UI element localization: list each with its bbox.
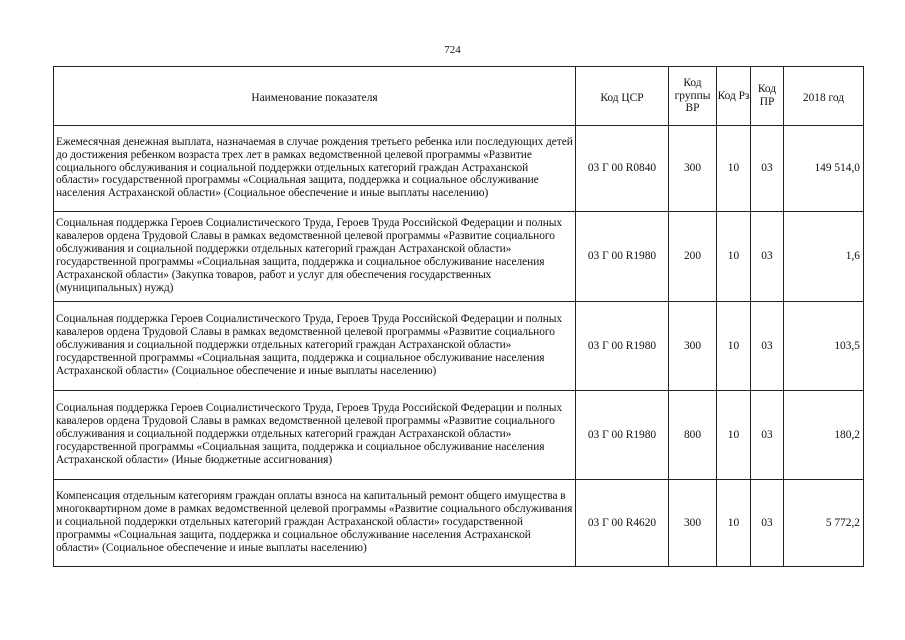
row-vr: 300 xyxy=(669,480,717,567)
row-name: Социальная поддержка Героев Социалистического Труда, Героев Труда Российской Федерации и полных кавалеров ордена Трудовой Славы в рамках ведомственной целевой программы «Развитие социального обслуживания и социальной поддержки отдельных категорий граждан Астраханской области» государственной программы «Социальная защита, поддержка и социальное обслуживание населения Астраханской области» (Социальное обеспечение и иные выплаты населению) xyxy=(54,302,576,391)
budget-table xyxy=(53,66,864,567)
row-rz: 10 xyxy=(717,302,751,391)
table-row xyxy=(54,480,864,567)
row-name: Социальная поддержка Героев Социалистического Труда, Героев Труда Российской Федерации и полных кавалеров ордена Трудовой Славы в рамках ведомственной целевой программы «Развитие социального обслуживания и социальной поддержки отдельных категорий граждан Астраханской области» государственной программы «Социальная защита, поддержка и социальное обслуживание населения Астраханской области» (Закупка товаров, работ и услуг для обеспечения государственных (муниципальных) нужд) xyxy=(54,212,576,302)
row-amount: 149 514,0 xyxy=(784,126,864,212)
row-csr: 03 Г 00 R1980 xyxy=(576,302,669,391)
row-csr: 03 Г 00 R1980 xyxy=(576,391,669,480)
row-rz: 10 xyxy=(717,391,751,480)
row-csr: 03 Г 00 R0840 xyxy=(576,126,669,212)
row-pr: 03 xyxy=(751,391,784,480)
row-pr: 03 xyxy=(751,480,784,567)
row-csr: 03 Г 00 R1980 xyxy=(576,212,669,302)
header-rz: Код Рз xyxy=(717,67,751,126)
page-number: 724 xyxy=(444,44,461,56)
row-vr: 200 xyxy=(669,212,717,302)
row-name: Компенсация отдельным категориям граждан оплаты взноса на капитальный ремонт общего имущества в многоквартирном доме в рамках ведомственной целевой программы «Развитие социального обслуживания и социальной поддержки отдельных категорий граждан Астраханской области» государственной программы «Социальная защита, поддержка и социальное обслуживание населения Астраханской области» (Социальное обеспечение и иные выплаты населению) xyxy=(54,480,576,567)
table-row xyxy=(54,212,864,302)
row-amount: 180,2 xyxy=(784,391,864,480)
row-amount: 5 772,2 xyxy=(784,480,864,567)
header-name: Наименование показателя xyxy=(54,67,576,126)
row-csr: 03 Г 00 R4620 xyxy=(576,480,669,567)
header-pr: Код ПР xyxy=(751,67,784,126)
table-header-row xyxy=(54,67,864,126)
row-amount: 1,6 xyxy=(784,212,864,302)
table-row xyxy=(54,302,864,391)
row-rz: 10 xyxy=(717,126,751,212)
row-amount: 103,5 xyxy=(784,302,864,391)
header-year: 2018 год xyxy=(784,67,864,126)
row-vr: 800 xyxy=(669,391,717,480)
row-vr: 300 xyxy=(669,126,717,212)
table-row xyxy=(54,126,864,212)
row-rz: 10 xyxy=(717,480,751,567)
row-pr: 03 xyxy=(751,212,784,302)
row-pr: 03 xyxy=(751,126,784,212)
header-vr: Код группы ВР xyxy=(669,67,717,126)
row-name: Ежемесячная денежная выплата, назначаемая в случае рождения третьего ребенка или последующих детей до достижения ребенком возраста трех лет в рамках ведомственной целевой программы «Развитие социального обслуживания и социальной поддержки отдельных категорий граждан Астраханской области» государственной программы «Социальная защита, поддержка и социальное обслуживание населения Астраханской области» (Социальное обеспечение и иные выплаты населению) xyxy=(54,126,576,212)
row-vr: 300 xyxy=(669,302,717,391)
row-name: Социальная поддержка Героев Социалистического Труда, Героев Труда Российской Федерации и полных кавалеров ордена Трудовой Славы в рамках ведомственной целевой программы «Развитие социального обслуживания и социальной поддержки отдельных категорий граждан Астраханской области» государственной программы «Социальная защита, поддержка и социальное обслуживание населения Астраханской области» (Иные бюджетные ассигнования) xyxy=(54,391,576,480)
header-csr: Код ЦСР xyxy=(576,67,669,126)
row-pr: 03 xyxy=(751,302,784,391)
table-row xyxy=(54,391,864,480)
row-rz: 10 xyxy=(717,212,751,302)
